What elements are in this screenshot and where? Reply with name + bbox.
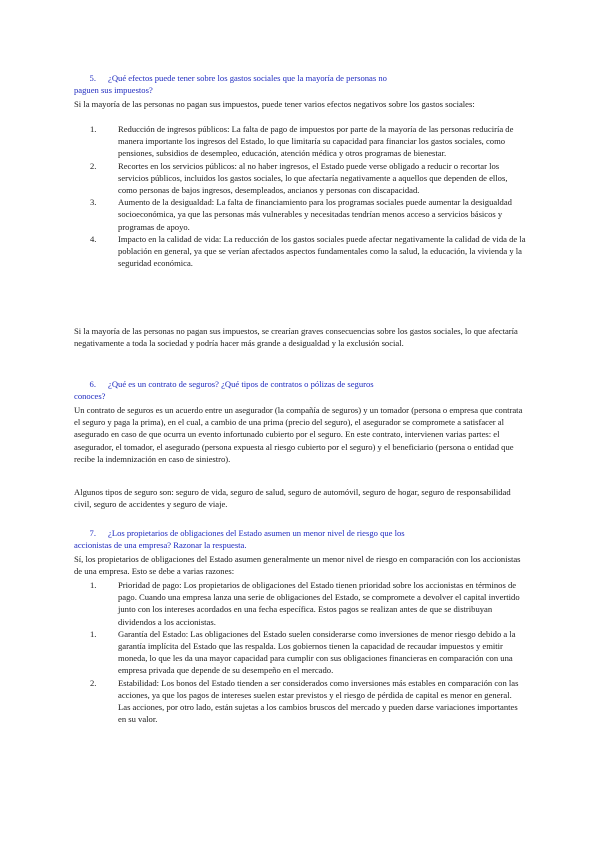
- question-7-text-line2: accionistas de una empresa? Razonar la respuesta.: [74, 540, 247, 551]
- answer-6-paragraph-2: Algunos tipos de seguro son: seguro de vida, seguro de salud, seguro de automóvil, seguro de hogar, seguro de responsabilidad civil, seguro de accidentes y seguro de viaje.: [74, 487, 511, 510]
- question-6-number: 6.: [89, 379, 96, 389]
- question-5-number: 5.: [89, 73, 96, 83]
- question-7-text-line1: ¿Los propietarios de obligaciones del Estado asumen un menor nivel de riesgo que los: [108, 528, 405, 538]
- answer-5-conclusion: Si la mayoría de las personas no pagan sus impuestos, se crearían graves consecuencias sobre los gastos sociales, lo que afectaría negativamente a toda la sociedad y podría hacer más grande a desigualdad y la exclusión social.: [74, 326, 518, 349]
- list-item: 2. Recortes en los servicios públicos: al no haber ingresos, el Estado puede verse obligado a reducir o recortar los servicios públicos, incluidos los gastos sociales, lo que afectaría negativamente a aquellos que dependen de ellos, como personas de bajos ingresos, desempleados, ancianos y personas con discapacidad.: [90, 160, 508, 196]
- answer-7-list: [74, 579, 526, 725]
- list-item: 1. Prioridad de pago: Los propietarios de obligaciones del Estado tienen prioridad sobre los accionistas en términos de pago. Cuando una empresa lanza una serie de obligaciones del Estado, se compromete a devolver el capital invertido junto con los intereses acordados en una fecha específica. Estos pagos se realizan antes de que se distribuyan dividendos a los accionistas.: [90, 580, 520, 627]
- question-6-text-line1: ¿Qué es un contrato de seguros? ¿Qué tipos de contratos o pólizas de seguros: [108, 379, 374, 389]
- answer-7-intro: Sí, los propietarios de obligaciones del Estado asumen generalmente un menor nivel de riesgo en comparación con los accionistas de una empresa. Esto se debe a varias razones:: [74, 554, 521, 577]
- answer-5-list: [74, 123, 526, 269]
- question-7: [74, 527, 534, 551]
- question-6-text-line2: conoces?: [74, 391, 106, 402]
- answer-6-paragraph-1: Un contrato de seguros es un acuerdo entre un asegurador (la compañía de seguros) y un tomador (persona o empresa que contrata el seguro y paga la prima), en el cual, a cambio de una prima (precio del seguro), el asegurador se compromete a satisfacer al asegurado en caso de que ocurra un evento infortunado cubierto por el seguro. En este contrato, intervienen varias partes: el asegurador, el tomador, el asegurado (persona expuesta al riesgo cubierto por el seguro) y el beneficiario (persona o entidad que recibe la indemnización en caso de siniestro).: [74, 405, 523, 464]
- list-item: 1. Reducción de ingresos públicos: La falta de pago de impuestos por parte de la mayoría de las personas reduciría de manera importante los ingresos del Estado, lo que limitaría su capacidad para financiar los gastos sociales, como pensiones, subsidios de desempleo, educación, atención médica y otros programas de bienestar.: [90, 124, 514, 159]
- list-item: 4. Impacto en la calidad de vida: La reducción de los gastos sociales puede afectar negativamente la calidad de vida de la población en general, ya que se verían afectados aspectos fundamentales como la salud, la educación, la vivienda y la seguridad económica.: [90, 233, 526, 269]
- answer-5-intro: Si la mayoría de las personas no pagan sus impuestos, puede tener varios efectos negativos sobre los gastos sociales:: [74, 99, 475, 109]
- question-7-number: 7.: [89, 528, 96, 538]
- list-item: 2. Estabilidad: Los bonos del Estado tienden a ser considerados como inversiones más estables en comparación con las acciones, ya que los pagos de intereses suelen estar previstos y el riesgo de pérdida de capital es menor en general. Las acciones, por otro lado, están sujetas a los cambios bruscos del mercado y pueden darse variaciones importantes en su valor.: [90, 677, 519, 725]
- question-5: [74, 72, 534, 96]
- list-item: 1. Garantía del Estado: Las obligaciones del Estado suelen considerarse como inversiones de menor riesgo debido a la garantía implícita del Estado que las respalda. Los gobiernos tienen la capacidad de recaudar impuestos y emitir moneda, lo que les da una mayor capacidad para cumplir con sus obligaciones financieras en comparación con una empresa privada que depende de su desempeño en el mercado.: [90, 628, 516, 676]
- list-item: 3. Aumento de la desigualdad: La falta de financiamiento para los programas sociales puede aumentar la desigualdad socioeconómica, ya que las personas más vulnerables y necesitadas tendrían menos acceso a servicios básicos y programas de apoyo.: [90, 197, 512, 232]
- question-5-text-line2: paguen sus impuestos?: [74, 85, 153, 96]
- question-5-text-line1: ¿Qué efectos puede tener sobre los gastos sociales que la mayoría de personas no: [108, 73, 387, 83]
- question-6: [74, 378, 534, 402]
